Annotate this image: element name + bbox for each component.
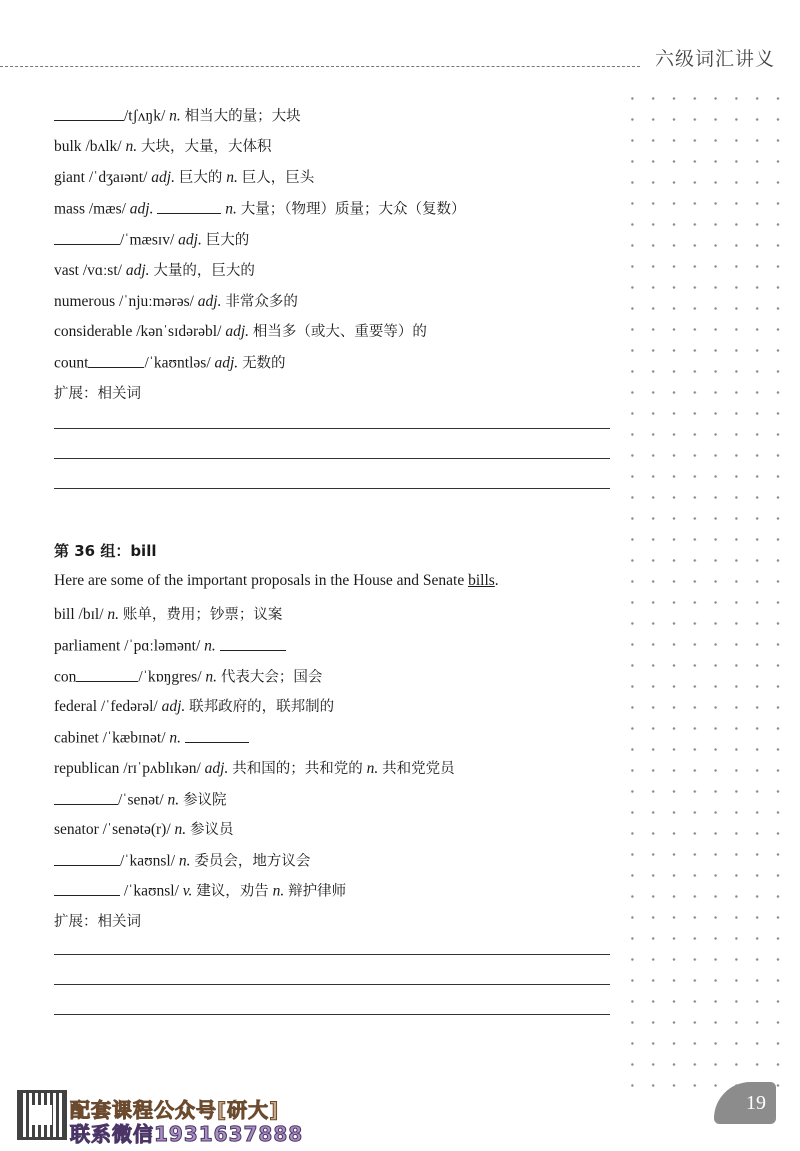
entry-considerable: considerable /kənˈsɪdərəbl/ adj. 相当多（或大、重要等）的 bbox=[54, 323, 427, 340]
writing-line[interactable] bbox=[54, 428, 610, 429]
entry-council: /ˈkaʊnsl/ n. 委员会，地方议会 bbox=[54, 849, 310, 871]
entry-vast: vast /vɑːst/ adj. 大量的，巨大的 bbox=[54, 262, 255, 279]
answer-blank[interactable] bbox=[76, 665, 138, 682]
answer-blank[interactable] bbox=[54, 849, 120, 866]
answer-blank[interactable] bbox=[54, 788, 118, 805]
answer-blank[interactable] bbox=[54, 879, 120, 896]
header-rule bbox=[0, 66, 640, 67]
example-sentence: Here are some of the important proposals in the House and Senate bills. bbox=[54, 572, 499, 589]
entry-bill: bill /bɪl/ n. 账单，费用；钞票；议案 bbox=[54, 606, 283, 623]
entry-massive: /ˈmæsɪv/ adj. 巨大的 bbox=[54, 228, 249, 250]
dot-grid-margin bbox=[622, 88, 794, 1088]
entry-cabinet: cabinet /ˈkæbɪnət/ n. bbox=[54, 726, 249, 748]
qr-code-icon bbox=[20, 1093, 64, 1137]
entry-congress: con /ˈkɒŋgres/ n. 代表大会；国会 bbox=[54, 665, 322, 687]
entry-senate: /ˈsenət/ n. 参议院 bbox=[54, 788, 227, 810]
entry-bulk: bulk /bʌlk/ n. 大块，大量，大体积 bbox=[54, 138, 272, 155]
answer-blank[interactable] bbox=[88, 351, 144, 368]
section-title: 第 36 组：bill bbox=[54, 542, 157, 560]
writing-line[interactable] bbox=[54, 954, 610, 955]
watermark-line-2: 联系微信1931637888 bbox=[70, 1122, 304, 1146]
page-header-title: 六级词汇讲义 bbox=[655, 48, 776, 70]
entry-parliament: parliament /ˈpɑːləmənt/ n. bbox=[54, 634, 286, 656]
entry-republican: republican /rɪˈpʌblɪkən/ adj. 共和国的；共和党的 n. 共和党党员 bbox=[54, 760, 455, 777]
answer-blank[interactable] bbox=[220, 634, 286, 651]
page-number: 19 bbox=[746, 1092, 766, 1114]
entry-countless: count /ˈkaʊntləs/ adj. 无数的 bbox=[54, 351, 286, 373]
extension-label: 扩展：相关词 bbox=[54, 914, 141, 930]
writing-line[interactable] bbox=[54, 488, 610, 489]
extension-label: 扩展：相关词 bbox=[54, 386, 141, 402]
writing-line[interactable] bbox=[54, 458, 610, 459]
answer-blank[interactable] bbox=[54, 228, 120, 245]
entry-senator: senator /ˈsenətə(r)/ n. 参议员 bbox=[54, 821, 234, 838]
entry-mass: mass /mæs/ adj. n. 大量；（物理）质量；大众（复数） bbox=[54, 197, 465, 219]
entry-numerous: numerous /ˈnjuːmərəs/ adj. 非常众多的 bbox=[54, 293, 298, 310]
page-number-badge bbox=[714, 1082, 776, 1124]
entry-federal: federal /ˈfedərəl/ adj. 联邦政府的，联邦制的 bbox=[54, 698, 335, 715]
entry-giant: giant /ˈdʒaɪənt/ adj. 巨大的 n. 巨人，巨头 bbox=[54, 169, 315, 186]
entry-chunk: /tʃʌŋk/ n. 相当大的量；大块 bbox=[54, 104, 301, 126]
writing-line[interactable] bbox=[54, 1014, 610, 1015]
watermark-line-1: 配套课程公众号[研大] bbox=[70, 1098, 280, 1122]
writing-line[interactable] bbox=[54, 984, 610, 985]
answer-blank[interactable] bbox=[157, 197, 221, 214]
answer-blank[interactable] bbox=[54, 104, 124, 121]
entry-counsel: /ˈkaʊnsl/ v. 建议，劝告 n. 辩护律师 bbox=[54, 879, 346, 901]
answer-blank[interactable] bbox=[185, 726, 249, 743]
